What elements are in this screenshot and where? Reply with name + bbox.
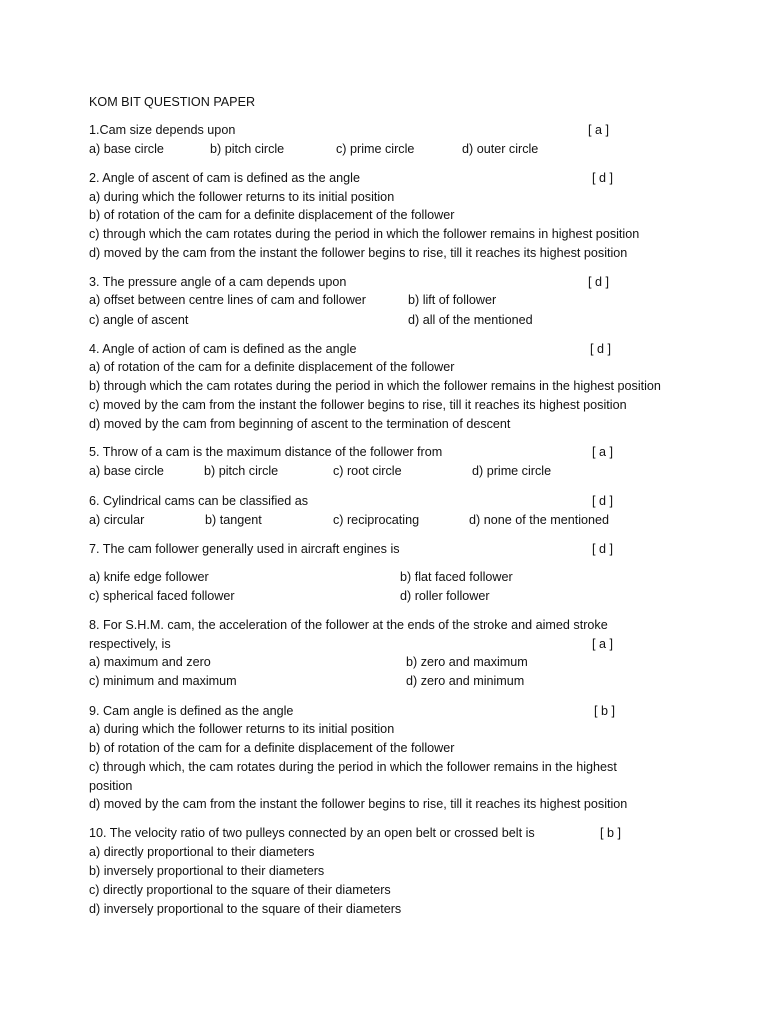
- answer-8: [ a ]: [592, 637, 613, 651]
- q6-option-a: a) circular: [89, 513, 145, 527]
- question-8-continued: respectively, is: [89, 637, 171, 651]
- q7-option-d: d) roller follower: [400, 589, 490, 603]
- q5-option-d: d) prime circle: [472, 464, 552, 478]
- q5-option-b: b) pitch circle: [204, 464, 279, 478]
- answer-2: [ d ]: [592, 171, 613, 185]
- q10-option-a: a) directly proportional to their diameters: [89, 845, 315, 859]
- q3-option-a: a) offset between centre lines of cam and follower: [89, 293, 366, 307]
- q10-option-b: b) inversely proportional to their diameters: [89, 864, 325, 878]
- question-5: 5. Throw of a cam is the maximum distance of the follower from: [89, 445, 443, 459]
- q9-option-c-continued: position: [89, 779, 133, 793]
- answer-5: [ a ]: [592, 445, 613, 459]
- q2-option-d: d) moved by the cam from the instant the follower begins to rise, till it reaches its highest position: [89, 246, 628, 260]
- answer-6: [ d ]: [592, 494, 613, 508]
- answer-1: [ a ]: [588, 123, 609, 137]
- q6-option-c: c) reciprocating: [333, 513, 420, 527]
- q4-option-b: b) through which the cam rotates during the period in which the follower remains in the highest position: [89, 379, 661, 393]
- q2-option-a: a) during which the follower returns to its initial position: [89, 190, 395, 204]
- q5-option-a: a) base circle: [89, 464, 164, 478]
- question-3: 3. The pressure angle of a cam depends upon: [89, 275, 347, 289]
- answer-9: [ b ]: [594, 704, 615, 718]
- q9-option-c: c) through which, the cam rotates during the period in which the follower remains in the highest: [89, 760, 617, 774]
- answer-10: [ b ]: [600, 826, 621, 840]
- q8-option-b: b) zero and maximum: [406, 655, 528, 669]
- q2-option-c: c) through which the cam rotates during the period in which the follower remains in highest position: [89, 227, 640, 241]
- paper-title: KOM BIT QUESTION PAPER: [89, 95, 256, 109]
- q10-option-c: c) directly proportional to the square of their diameters: [89, 883, 391, 897]
- q1-option-b: b) pitch circle: [210, 142, 285, 156]
- q8-option-a: a) maximum and zero: [89, 655, 211, 669]
- answer-3: [ d ]: [588, 275, 609, 289]
- q3-option-c: c) angle of ascent: [89, 313, 189, 327]
- q3-option-b: b) lift of follower: [408, 293, 497, 307]
- q5-option-c: c) root circle: [333, 464, 402, 478]
- question-8: 8. For S.H.M. cam, the acceleration of the follower at the ends of the stroke and aimed stroke: [89, 618, 608, 632]
- q8-option-d: d) zero and minimum: [406, 674, 525, 688]
- question-2: 2. Angle of ascent of cam is defined as the angle: [89, 171, 360, 185]
- question-7: 7. The cam follower generally used in aircraft engines is: [89, 542, 400, 556]
- question-9: 9. Cam angle is defined as the angle: [89, 704, 294, 718]
- q4-option-c: c) moved by the cam from the instant the follower begins to rise, till it reaches its highest position: [89, 398, 627, 412]
- q1-option-c: c) prime circle: [336, 142, 415, 156]
- q7-option-a: a) knife edge follower: [89, 570, 209, 584]
- question-1: 1.Cam size depends upon: [89, 123, 236, 137]
- q1-option-a: a) base circle: [89, 142, 164, 156]
- q9-option-a: a) during which the follower returns to its initial position: [89, 722, 395, 736]
- q1-option-d: d) outer circle: [462, 142, 539, 156]
- q10-option-d: d) inversely proportional to the square of their diameters: [89, 902, 402, 916]
- q9-option-b: b) of rotation of the cam for a definite displacement of the follower: [89, 741, 455, 755]
- q2-option-b: b) of rotation of the cam for a definite displacement of the follower: [89, 208, 455, 222]
- q4-option-d: d) moved by the cam from beginning of ascent to the termination of descent: [89, 417, 511, 431]
- q8-option-c: c) minimum and maximum: [89, 674, 237, 688]
- q4-option-a: a) of rotation of the cam for a definite displacement of the follower: [89, 360, 455, 374]
- question-4: 4. Angle of action of cam is defined as the angle: [89, 342, 357, 356]
- question-6: 6. Cylindrical cams can be classified as: [89, 494, 309, 508]
- q9-option-d: d) moved by the cam from the instant the follower begins to rise, till it reaches its highest position: [89, 797, 628, 811]
- q6-option-d: d) none of the mentioned: [469, 513, 610, 527]
- answer-7: [ d ]: [592, 542, 613, 556]
- q7-option-c: c) spherical faced follower: [89, 589, 235, 603]
- q7-option-b: b) flat faced follower: [400, 570, 513, 584]
- q6-option-b: b) tangent: [205, 513, 262, 527]
- q3-option-d: d) all of the mentioned: [408, 313, 533, 327]
- question-10: 10. The velocity ratio of two pulleys connected by an open belt or crossed belt is: [89, 826, 535, 840]
- answer-4: [ d ]: [590, 342, 611, 356]
